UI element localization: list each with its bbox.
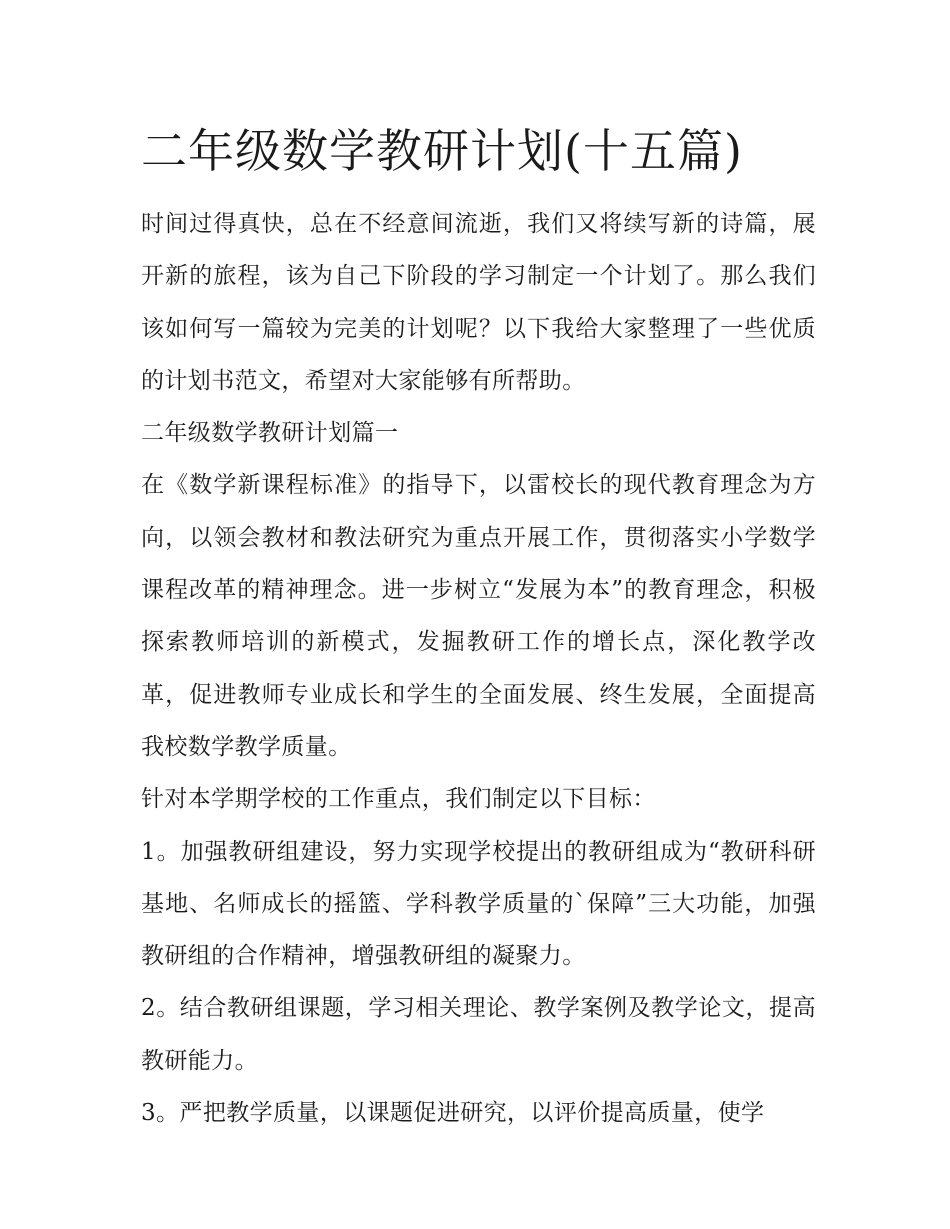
section-heading-1: 二年级数学教研计划篇一 bbox=[141, 420, 399, 447]
paragraph-guidance: 在《数学新课程标准》的指导下，以雷校长的现代教育理念为方向，以领会教材和教法研究为重点开展工作，贯彻落实小学数学课程改革的精神理念。进一步树立“发展为本”的教育理念，积极探索教师培训的新模式，发掘教研工作的增长点，深化教学改革，促进教师专业成长和学生的全面发展、终生发展，全面提高我校数学教学质量。 bbox=[141, 472, 816, 760]
goal-item-2: 2。结合教研组课题，学习相关理论、教学案例及教学论文，提高教研能力。 bbox=[141, 995, 816, 1074]
paragraph-intro: 时间过得真快，总在不经意间流逝，我们又将续写新的诗篇，展开新的旅程，该为自己下阶段的学习制定一个计划了。那么我们该如何写一篇较为完美的计划呢？以下我给大家整理了一些优质的计划书范文，希望对大家能够有所帮助。 bbox=[141, 211, 816, 394]
document-content bbox=[141, 116, 816, 1139]
document-title: 二年级数学教研计划(十五篇) bbox=[141, 124, 743, 178]
paragraph-goals-intro: 针对本学期学校的工作重点，我们制定以下目标： bbox=[141, 786, 656, 813]
goal-item-1: 1。加强教研组建设，努力实现学校提出的教研组成为“教研科研基地、名师成长的摇篮、学科教学质量的`保障”三大功能，加强教研组的合作精神，增强教研组的凝聚力。 bbox=[141, 838, 816, 970]
goal-item-3: 3。严把教学质量，以课题促进研究，以评价提高质量，使学 bbox=[141, 1100, 765, 1127]
